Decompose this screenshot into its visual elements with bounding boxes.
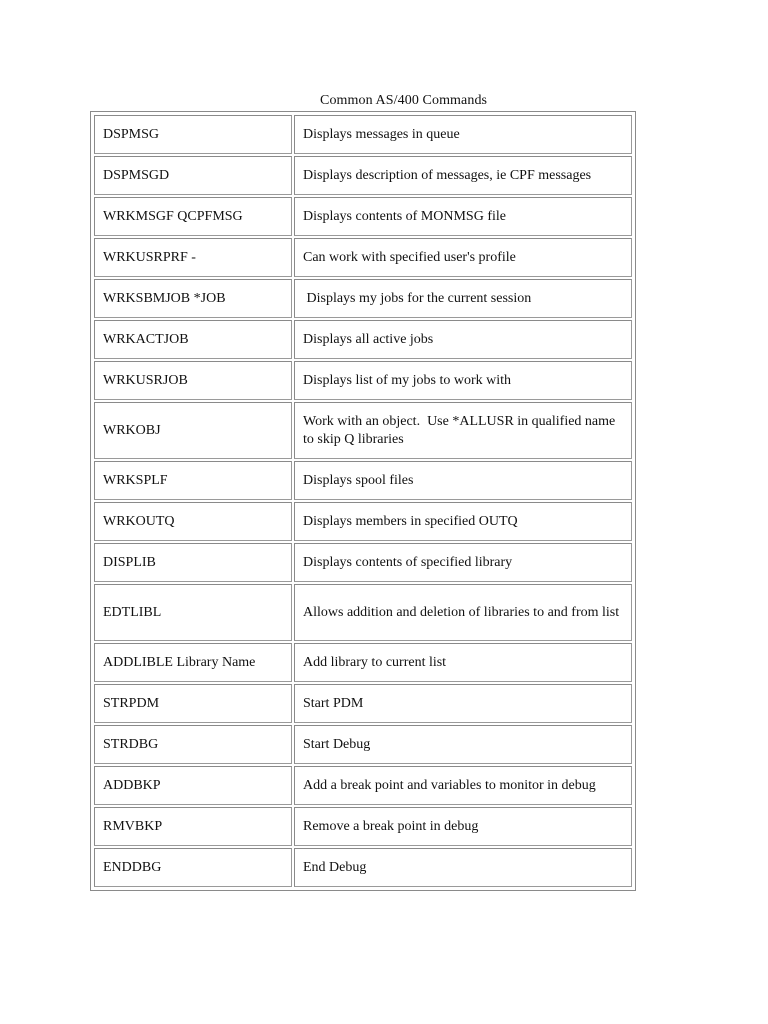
table-row [94, 197, 632, 236]
command-cell: WRKUSRPRF - [94, 238, 292, 277]
description-cell: Add library to current list [294, 643, 632, 682]
description-cell: Start Debug [294, 725, 632, 764]
table-row [94, 807, 632, 846]
table-row [94, 725, 632, 764]
command-cell: WRKOBJ [94, 402, 292, 459]
table-row [94, 238, 632, 277]
description-cell: Displays contents of specified library [294, 543, 632, 582]
table-row [94, 584, 632, 641]
description-cell: Displays my jobs for the current session [294, 279, 632, 318]
table-row [94, 848, 632, 887]
command-cell: WRKSBMJOB *JOB [94, 279, 292, 318]
command-cell: ENDDBG [94, 848, 292, 887]
command-cell: ADDBKP [94, 766, 292, 805]
command-cell: WRKSPLF [94, 461, 292, 500]
description-cell: Displays contents of MONMSG file [294, 197, 632, 236]
table-row [94, 461, 632, 500]
command-cell: DSPMSGD [94, 156, 292, 195]
command-cell: EDTLIBL [94, 584, 292, 641]
table-row [94, 279, 632, 318]
command-cell: WRKUSRJOB [94, 361, 292, 400]
document-title: Common AS/400 Commands [320, 93, 488, 108]
description-cell: End Debug [294, 848, 632, 887]
command-cell: ADDLIBLE Library Name [94, 643, 292, 682]
command-cell: WRKMSGF QCPFMSG [94, 197, 292, 236]
table-row [94, 156, 632, 195]
description-cell: Displays list of my jobs to work with [294, 361, 632, 400]
command-cell: DSPMSG [94, 115, 292, 154]
table-row [94, 402, 632, 459]
commands-table-frame [90, 111, 636, 891]
description-cell: Displays description of messages, ie CPF messages [294, 156, 632, 195]
command-cell: DISPLIB [94, 543, 292, 582]
description-cell: Allows addition and deletion of libraries to and from list [294, 584, 632, 641]
table-row [94, 115, 632, 154]
command-cell: WRKOUTQ [94, 502, 292, 541]
description-cell: Displays all active jobs [294, 320, 632, 359]
table-row [94, 766, 632, 805]
command-cell: WRKACTJOB [94, 320, 292, 359]
table-row [94, 543, 632, 582]
description-cell: Start PDM [294, 684, 632, 723]
command-cell: RMVBKP [94, 807, 292, 846]
command-cell: STRDBG [94, 725, 292, 764]
description-cell: Displays members in specified OUTQ [294, 502, 632, 541]
table-row [94, 320, 632, 359]
description-cell: Displays spool files [294, 461, 632, 500]
table-row [94, 361, 632, 400]
description-cell: Remove a break point in debug [294, 807, 632, 846]
description-cell: Work with an object. Use *ALLUSR in qualified name to skip Q libraries [294, 402, 632, 459]
command-cell: STRPDM [94, 684, 292, 723]
commands-table [92, 113, 634, 889]
table-row [94, 684, 632, 723]
description-cell: Displays messages in queue [294, 115, 632, 154]
description-cell: Can work with specified user's profile [294, 238, 632, 277]
table-row [94, 502, 632, 541]
table-row [94, 643, 632, 682]
description-cell: Add a break point and variables to monitor in debug [294, 766, 632, 805]
